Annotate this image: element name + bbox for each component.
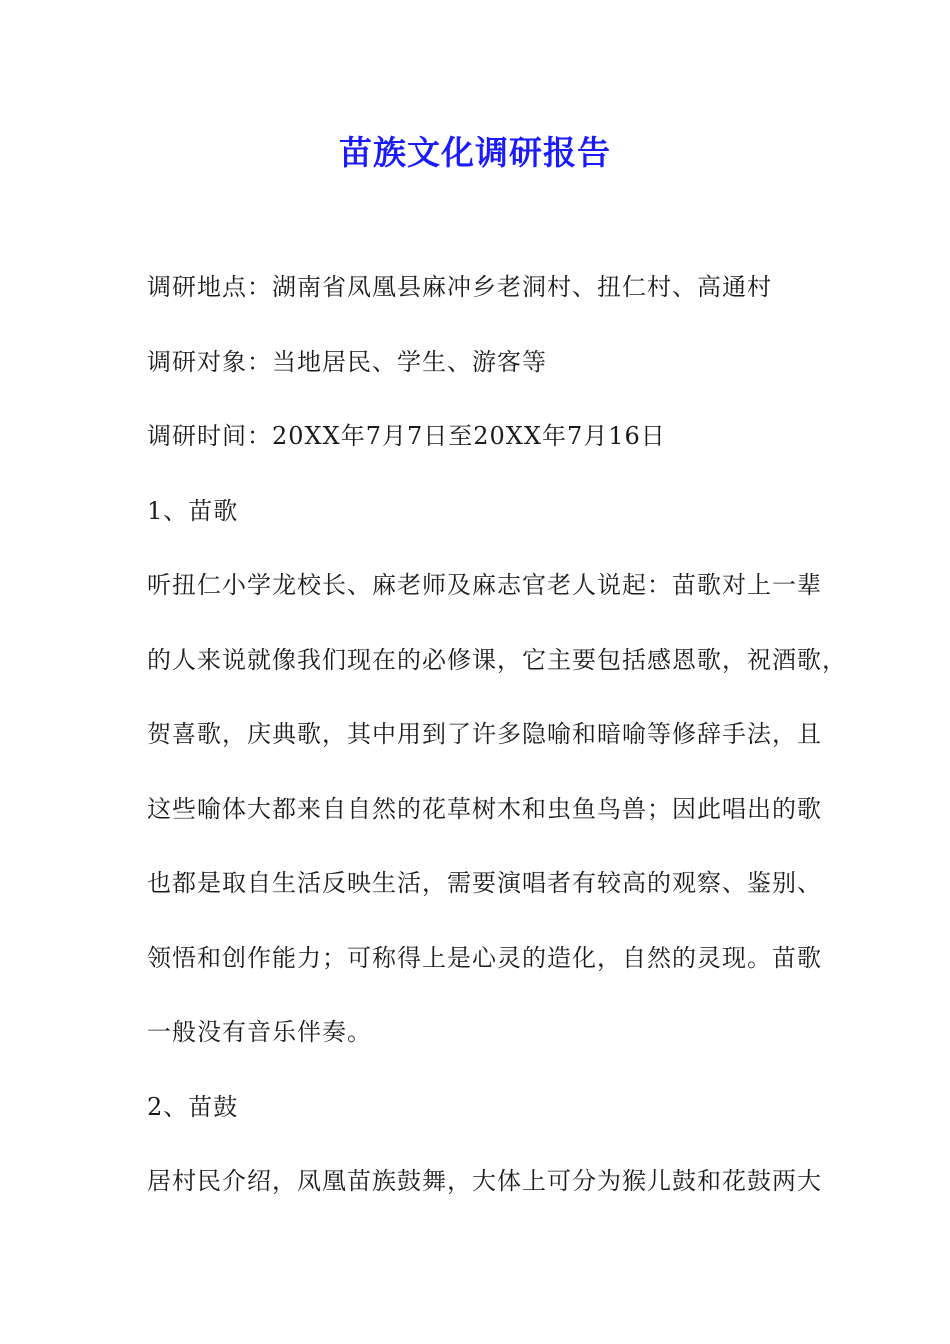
- paragraph-line: 贺喜歌，庆典歌，其中用到了许多隐喻和暗喻等修辞手法，且: [147, 720, 822, 748]
- paragraph-line: 居村民介绍，凤凰苗族鼓舞，大体上可分为猴儿鼓和花鼓两大: [147, 1167, 822, 1195]
- meta-location: 调研地点：湖南省凤凰县麻冲乡老洞村、扭仁村、高通村: [147, 273, 772, 301]
- paragraph-line: 一般没有音乐伴奏。: [147, 1018, 372, 1046]
- document-title: 苗族文化调研报告: [339, 133, 611, 172]
- paragraph-line: 也都是取自生活反映生活，需要演唱者有较高的观察、鉴别、: [147, 869, 822, 897]
- section-heading: 2、苗鼓: [147, 1093, 239, 1121]
- paragraph-line: 的人来说就像我们现在的必修课，它主要包括感恩歌，祝酒歌，: [147, 646, 847, 674]
- paragraph-line: 听扭仁小学龙校长、麻老师及麻志官老人说起：苗歌对上一辈: [147, 571, 822, 599]
- paragraph-line: 这些喻体大都来自自然的花草树木和虫鱼鸟兽；因此唱出的歌: [147, 795, 822, 823]
- paragraph-line: 领悟和创作能力；可称得上是心灵的造化，自然的灵现。苗歌: [147, 944, 822, 972]
- meta-time: 调研时间：20XX年7月7日至20XX年7月16日: [147, 422, 666, 450]
- meta-subjects: 调研对象：当地居民、学生、游客等: [147, 348, 547, 376]
- section-heading: 1、苗歌: [147, 497, 239, 525]
